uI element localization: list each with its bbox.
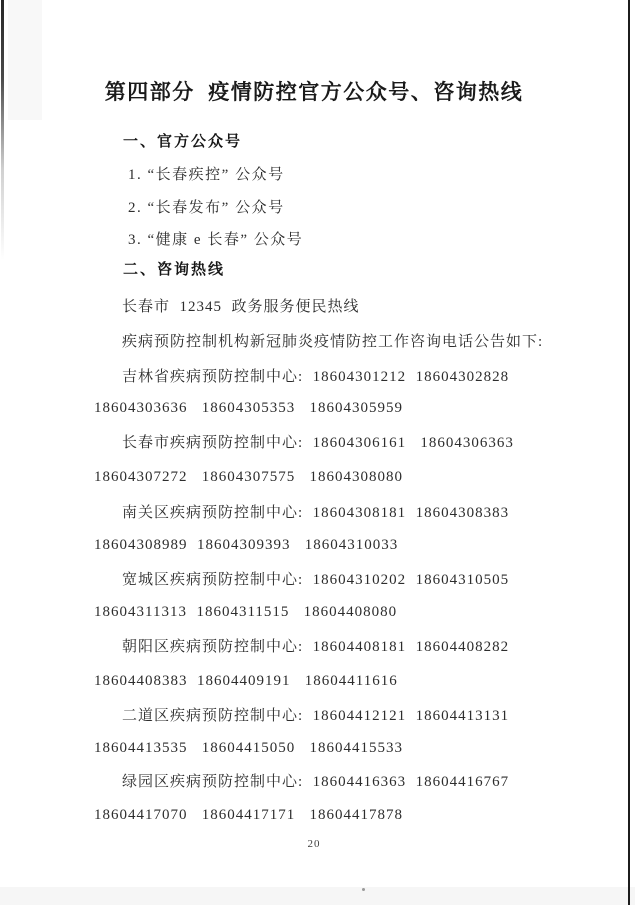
account-item-1: 1. “长春疾控” 公众号 [128, 167, 285, 183]
hotline-line-kuancheng-district-cdc-cont: 18604311313 18604311515 18604408080 [94, 604, 398, 620]
hotline-line-lvyuan-district-cdc: 绿园区疾病预防控制中心: 18604416363 18604416767 [122, 774, 510, 790]
hotline-line-nanguan-district-cdc: 南关区疾病预防控制中心: 18604308181 18604308383 [122, 505, 510, 521]
hotline-line-jilin-province-cdc: 吉林省疾病预防控制中心: 18604301212 18604302828 [122, 369, 510, 385]
page-left-edge-shadow [1, 0, 4, 260]
hotline-line-nanguan-district-cdc-cont: 18604308989 18604309393 18604310033 [94, 537, 399, 553]
section-hotlines-heading: 二、咨询热线 [123, 262, 226, 278]
hotline-line-lvyuan-district-cdc-cont: 18604417070 18604417171 18604417878 [94, 807, 403, 823]
account-item-3: 3. “健康 e 长春” 公众号 [128, 232, 304, 248]
section-official-accounts-heading: 一、官方公众号 [123, 134, 243, 150]
account-item-2: 2. “长春发布” 公众号 [128, 200, 285, 216]
hotline-line-changchun-city-cdc: 长春市疾病预防控制中心: 18604306161 18604306363 [122, 435, 514, 451]
hotline-line-erdao-district-cdc-cont: 18604413535 18604415050 18604415533 [94, 740, 403, 756]
hotline-line-chaoyang-district-cdc-cont: 18604408383 18604409191 18604411616 [94, 673, 398, 689]
page-right-edge-line [628, 0, 630, 905]
scan-bottom-band [0, 887, 635, 905]
hotline-line-jilin-province-cdc-cont: 18604303636 18604305353 18604305959 [94, 400, 403, 416]
document-title: 第四部分 疫情防控官方公众号、咨询热线 [104, 80, 524, 104]
hotline-line-erdao-district-cdc: 二道区疾病预防控制中心: 18604412121 18604413131 [122, 708, 510, 724]
hotline-line-changchun-city-cdc-cont: 18604307272 18604307575 18604308080 [94, 469, 403, 485]
hotline-line-city-12345: 长春市 12345 政务服务便民热线 [122, 299, 360, 315]
hotline-line-announcement: 疾病预防控制机构新冠肺炎疫情防控工作咨询电话公告如下: [122, 334, 544, 350]
hotline-line-kuancheng-district-cdc: 宽城区疾病预防控制中心: 18604310202 18604310505 [122, 572, 510, 588]
page-number: 20 [307, 838, 321, 850]
hotline-line-chaoyang-district-cdc: 朝阳区疾病预防控制中心: 18604408181 18604408282 [122, 639, 510, 655]
scan-speck [362, 888, 365, 891]
